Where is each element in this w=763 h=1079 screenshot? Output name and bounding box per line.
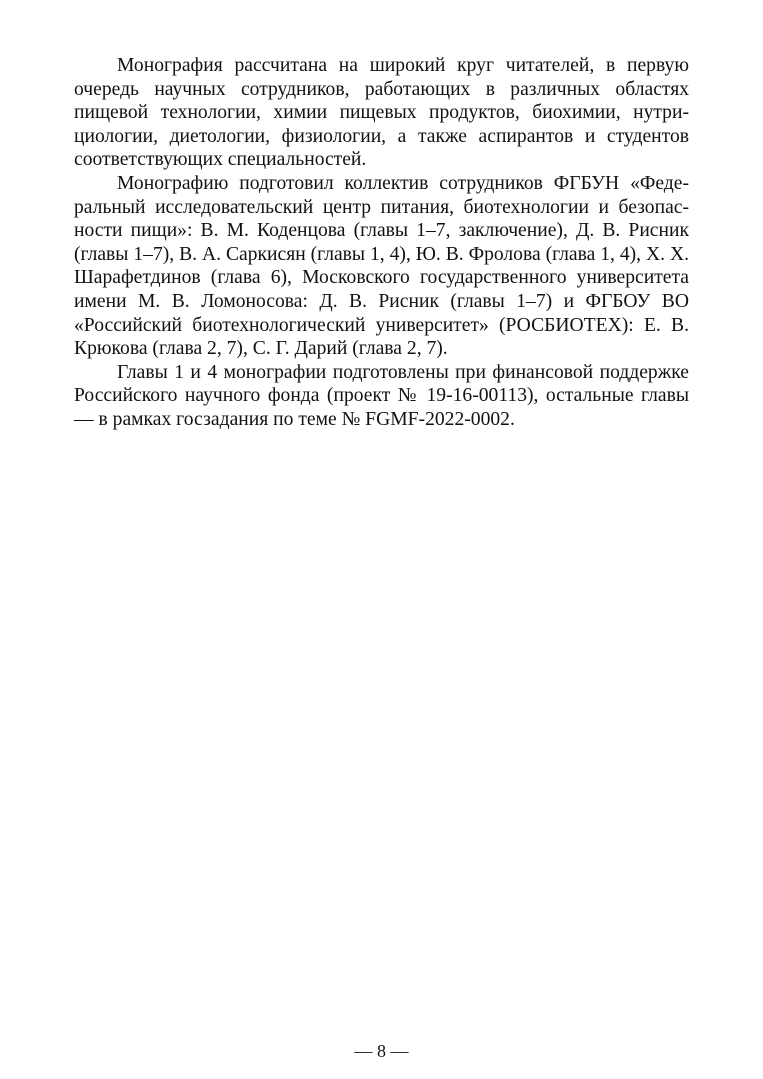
body-text	[74, 54, 689, 432]
paragraph-readership: Монография рассчитана на широкий круг читателей, в первую очередь научных сотрудников, работающих в различных областях пищевой технологии, химии пищевых продуктов, биохимии, нутрициологии, диетологии, физиологии, а также аспирантов и студентов соответствующих специальностей.	[74, 55, 689, 171]
paragraph-funding: Главы 1 и 4 монографии подготовлены при финансовой поддержке Российского научного фонда (проект № 19-16-00113), остальные главы — в рамках госзадания по теме № FGMF-2022-0002.	[74, 361, 689, 430]
page-number: — 8 —	[354, 1041, 409, 1061]
paragraph-authors: Монографию подготовил коллектив сотрудников ФГБУН «Федеральный исследовательский центр питания, биотехнологии и безопасности пищи»: В. М. Коденцова (главы 1–7, заключение), Д. В. Рисник (главы 1–7), В. А. Саркисян (главы 1, 4), Ю. В. Фролова (глава 1, 4), Х. Х. Шарафетдинов (глава 6), Московского государственного университета имени М. В. Ломоносова: Д. В. Рисник (главы 1–7) и ФГБОУ ВО «Российский биотехнологический университет» (РОСБИОТЕХ): Е. В. Крюкова (глава 2, 7), С. Г. Дарий (глава 2, 7).	[74, 172, 689, 360]
